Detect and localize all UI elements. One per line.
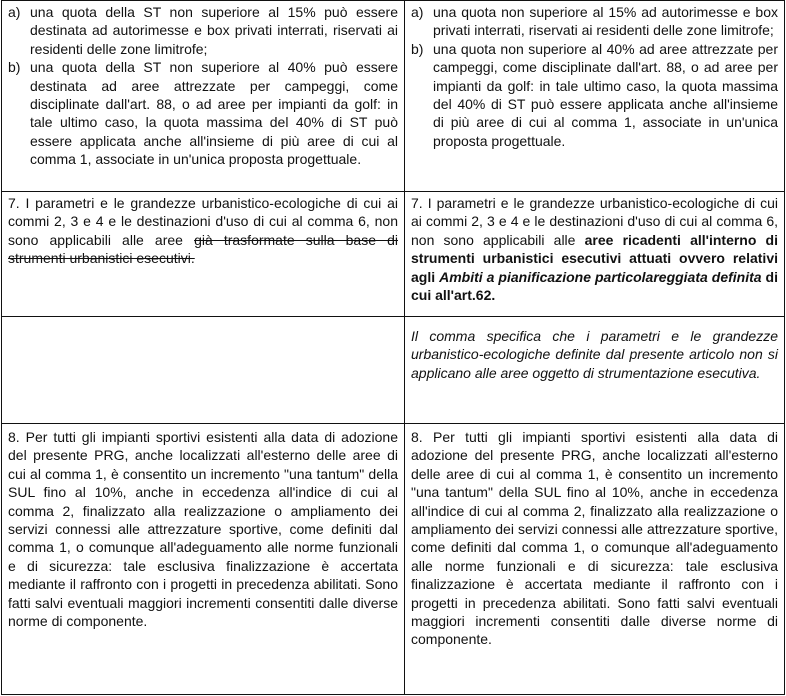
list-item (411, 3, 778, 40)
left-quota-list (8, 3, 398, 169)
comma-7-text: 7. I parametri e le grandezze urbanistico-ecologiche di cui ai commi 2, 3 e 4 e le destinazioni d'uso di cui al comma 6, non sono applicabili alle aree (8, 195, 398, 248)
right-quota-list (411, 3, 778, 150)
left-cell-empty (2, 317, 405, 424)
item-text: una quota non superiore al 40% ad aree attrezzate per campeggi, come disciplinate dall'art. 88, o ad aree per impianti da golf: in tale ultimo caso, la quota massima del 40% di ST può essere applicata anche all'insieme di più aree di cui al comma 1, associate in un'unica proposta progettuale. (433, 40, 778, 149)
table-row (2, 317, 785, 424)
commentary-note: Il comma specifica che i parametri e le grandezze urbanistico-ecologiche definite dal presente articolo non si applicano alle aree oggetto di strumentazione esecutiva. (405, 317, 785, 424)
added-text-end: di cui all'art.62. (411, 268, 778, 304)
item-text: una quota della ST non superiore al 40% può essere destinata ad aree attrezzate per campeggi, come disciplinate dall'art. 88, o ad aree per impianti da golf: in tale ultimo caso, la quota massima del 40% di ST può essere applicata anche all'insieme di più aree di cui al comma 1, associate in un'unica proposta progettuale. (30, 59, 398, 168)
table-row (2, 1, 785, 192)
item-marker: a) (411, 4, 424, 20)
item-marker: a) (8, 4, 21, 20)
item-text: una quota della ST non superiore al 15% può essere destinata ad autorimesse e box privati interrati, riservati ai residenti delle zone limitrofe; (30, 4, 398, 57)
list-item (8, 58, 398, 168)
item-text: una quota non superiore al 15% ad autorimesse e box privati interrati, riservati ai residenti delle zone limitrofe; (433, 4, 778, 39)
comma-7-text: 7. I parametri e le grandezze urbanistico-ecologiche di cui ai commi 2, 3 e 4 e le destinazioni d'uso di cui al comma 6, non sono applicabili alle (411, 195, 778, 248)
table-row (2, 424, 785, 695)
item-marker: b) (411, 40, 424, 57)
list-item (8, 3, 398, 58)
deleted-text: già trasformate sulla base di strumenti urbanistici esecutivi. (8, 231, 398, 267)
left-cell-comma-8: 8. Per tutti gli impianti sportivi esistenti alla data di adozione del presente PRG, anche localizzati all'esterno delle aree di cui al comma 1, è consentito un incremento "una tantum" della SUL fino al 10%, anche in eccedenza all'indice di cui al comma 2, finalizzato alla realizzazione o ampliamento dei servizi connessi alle attrezzature sportive, come definiti dal comma 1, o comunque all'adeguamento alle norme funzionali e di sicurezza: tale esclusiva finalizzazione è accertata mediante il raffronto con i progetti in precedenza abilitati. Sono fatti salvi eventuali maggiori incrementi consentiti dalle diverse norme di componente. (2, 424, 405, 695)
right-cell-comma-7 (405, 192, 785, 317)
right-cell-quota-list (405, 1, 785, 192)
table-row (2, 192, 785, 317)
list-item (411, 40, 778, 150)
added-text-emphasis: Ambiti a pianificazione particolareggiata definita (439, 268, 762, 285)
item-marker: b) (8, 59, 21, 76)
left-cell-quota-list (2, 1, 405, 192)
comparison-table (1, 0, 785, 695)
added-text: aree ricadenti all'interno di strumenti urbanistici esecutivi attuati ovvero relativi agli (411, 231, 778, 285)
right-cell-comma-8: 8. Per tutti gli impianti sportivi esistenti alla data di adozione del presente PRG, anche localizzati all'esterno delle aree di cui al comma 1, è consentito un incremento "una tantum" della SUL fino al 10%, anche in eccedenza all'indice di cui al comma 2, finalizzato alla realizzazione o ampliamento dei servizi connessi alle attrezzature sportive, come definiti dal comma 1, o comunque all'adeguamento alle norme funzionali e di sicurezza: tale esclusiva finalizzazione è accertata mediante il raffronto con i progetti in precedenza abilitati. Sono fatti salvi eventuali maggiori incrementi consentiti dalle diverse norme di componente. (405, 424, 785, 695)
left-cell-comma-7 (2, 192, 405, 317)
